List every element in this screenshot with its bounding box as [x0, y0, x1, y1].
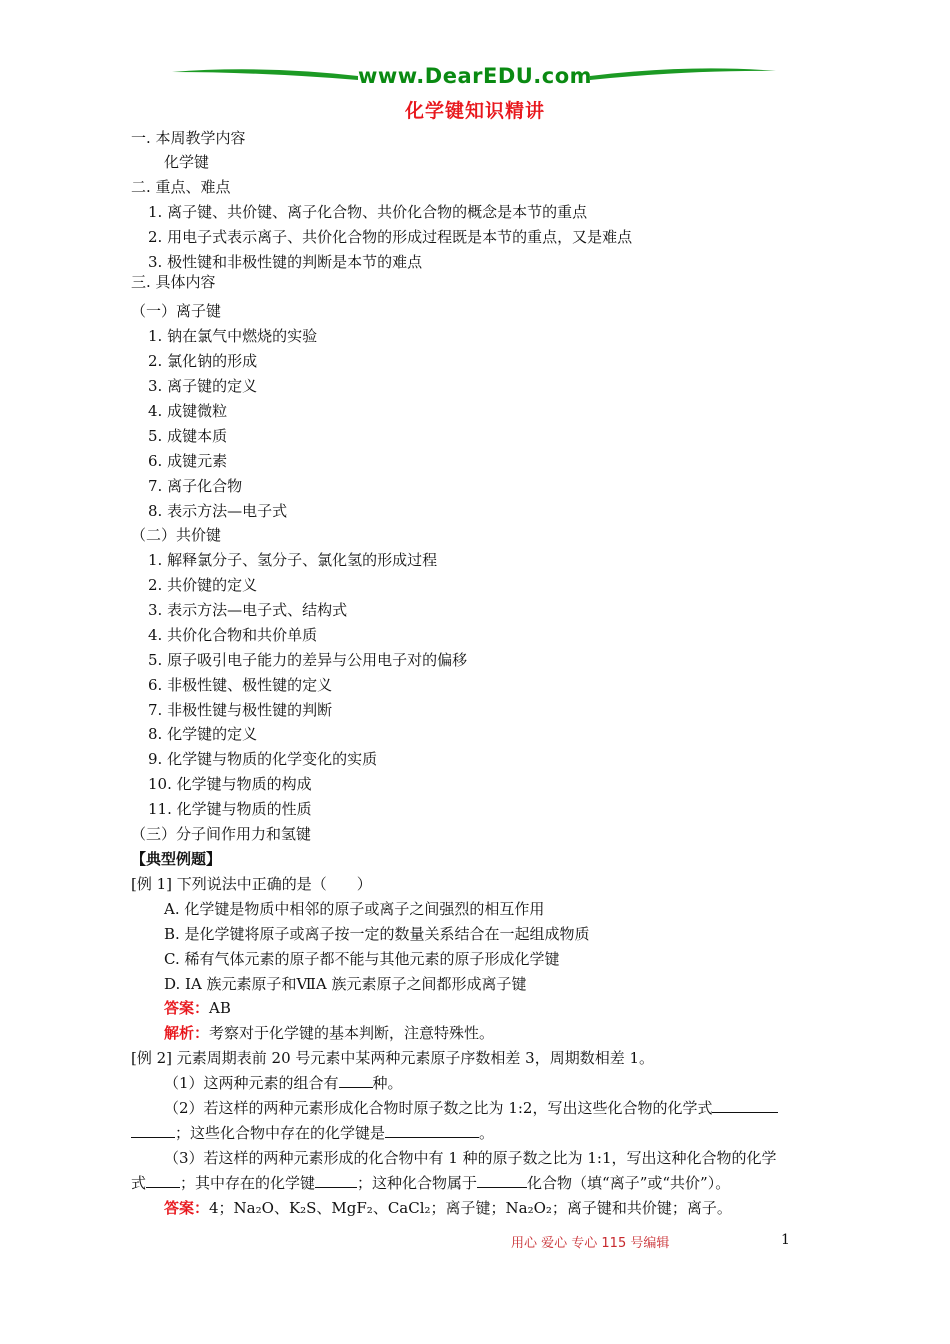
- q2-tail: 。: [479, 1124, 495, 1142]
- q3-blank-3: [477, 1173, 527, 1188]
- answer-value: AB: [209, 999, 231, 1017]
- outline-item: 6. 非极性键、极性键的定义: [148, 676, 333, 694]
- example2-answer: [164, 1198, 732, 1218]
- outline-item: 5. 原子吸引电子能力的差异与公用电子对的偏移: [148, 651, 468, 669]
- example2-q3: （3）若这样的两种元素形成的化合物中有 1 种的原子数之比为 1:1，写出这种化合物的化学: [164, 1149, 777, 1167]
- q3-blank-1: [146, 1173, 180, 1188]
- outline-item: 1. 钠在氯气中燃烧的实验: [148, 327, 318, 345]
- analysis-label: 解析：: [164, 1024, 210, 1042]
- outline-item: （二）共价键: [131, 526, 222, 544]
- outline-item: 1. 离子键、共价键、离子化合物、共价化合物的概念是本节的重点: [148, 203, 588, 221]
- outline-item: 11. 化学键与物质的性质: [148, 800, 312, 818]
- outline-item: 一. 本周教学内容: [131, 129, 246, 147]
- q3-text-4: 化合物（填“离子”或“共价”）。: [527, 1174, 731, 1192]
- q1-tail: 种。: [372, 1074, 403, 1092]
- example1-answer: [164, 998, 231, 1018]
- q2-text: （2）若这样的两种元素形成化合物时原子数之比为 1:2，写出这些化合物的化学式: [164, 1099, 713, 1117]
- q3-text-2: ；其中存在的化学键: [180, 1174, 316, 1192]
- outline-item: 1. 解释氯分子、氢分子、氯化氢的形成过程: [148, 551, 438, 569]
- example1-option-d: D. IA 族元素原子和ⅦA 族元素原子之间都形成离子键: [164, 975, 527, 993]
- q1-blank: [339, 1073, 373, 1088]
- answer-value-2: 4；Na₂O、K₂S、MgF₂、CaCl₂；离子键；Na₂O₂；离子键和共价键；离子。: [209, 1199, 732, 1217]
- q2-text-2: ；这些化合物中存在的化学键是: [175, 1124, 386, 1142]
- q3-text-1: 式: [131, 1174, 147, 1192]
- outline-item: 8. 表示方法—电子式: [148, 502, 288, 520]
- example1-option-b: B. 是化学键将原子或离子按一定的数量关系结合在一起组成物质: [164, 925, 590, 943]
- outline-item: 3. 极性键和非极性键的判断是本节的难点: [148, 253, 423, 271]
- q2-blank-2: [385, 1123, 479, 1138]
- analysis-value: 考察对于化学键的基本判断，注意特殊性。: [209, 1024, 495, 1042]
- example2-q1: [164, 1073, 403, 1093]
- example1-question: [例 1] 下列说法中正确的是（ ）: [131, 875, 372, 893]
- example1-option-a: A. 化学键是物质中相邻的原子或离子之间强烈的相互作用: [164, 900, 545, 918]
- outline-item: 三. 具体内容: [131, 273, 216, 291]
- outline-item: 2. 用电子式表示离子、共价化合物的形成过程既是本节的重点，又是难点: [148, 228, 633, 246]
- q3-text-3: ；这种化合物属于: [357, 1174, 478, 1192]
- footer-text: 用心 爱心 专心 115 号编辑: [511, 1236, 670, 1251]
- q1-text: （1）这两种元素的组合有: [164, 1074, 339, 1092]
- site-logo-text[interactable]: www.DearEDU.com: [357, 64, 593, 88]
- site-header: [170, 62, 780, 96]
- outline-item: 6. 成键元素: [148, 452, 228, 470]
- answer-label: 答案：: [164, 999, 210, 1017]
- example2-q2: [164, 1098, 778, 1118]
- outline-item: 5. 成键本质: [148, 427, 228, 445]
- outline-item: 7. 非极性键与极性键的判断: [148, 701, 333, 719]
- example2-question: [例 2] 元素周期表前 20 号元素中某两种元素原子序数相差 3，周期数相差 1。: [131, 1049, 655, 1067]
- q2-blank-1b: [131, 1123, 175, 1138]
- outline-item: 2. 氯化钠的形成: [148, 352, 258, 370]
- outline-item: 10. 化学键与物质的构成: [148, 775, 312, 793]
- outline-item: （三）分子间作用力和氢键: [131, 825, 312, 843]
- outline-item: 化学键: [164, 153, 210, 171]
- section-title: 【典型例题】: [131, 850, 222, 868]
- q3-blank-2: [315, 1173, 357, 1188]
- answer-label-2: 答案：: [164, 1199, 210, 1217]
- outline-item: 8. 化学键的定义: [148, 725, 258, 743]
- example1-option-c: C. 稀有气体元素的原子都不能与其他元素的原子形成化学键: [164, 950, 560, 968]
- page-number: 1: [781, 1232, 790, 1248]
- outline-item: 二. 重点、难点: [131, 178, 231, 196]
- outline-item: 9. 化学键与物质的化学变化的实质: [148, 750, 378, 768]
- outline-item: （一）离子键: [131, 302, 222, 320]
- q2-blank-1: [712, 1098, 778, 1113]
- outline-item: 3. 离子键的定义: [148, 377, 258, 395]
- page-title: 化学键知识精讲: [404, 100, 545, 122]
- outline-item: 4. 共价化合物和共价单质: [148, 626, 318, 644]
- example1-analysis: [164, 1023, 494, 1043]
- outline-item: 2. 共价键的定义: [148, 576, 258, 594]
- outline-item: 3. 表示方法—电子式、结构式: [148, 601, 348, 619]
- outline-item: 7. 离子化合物: [148, 477, 243, 495]
- example2-q2-cont: [131, 1123, 494, 1143]
- example2-q3-cont: [131, 1173, 730, 1193]
- outline-item: 4. 成键微粒: [148, 402, 228, 420]
